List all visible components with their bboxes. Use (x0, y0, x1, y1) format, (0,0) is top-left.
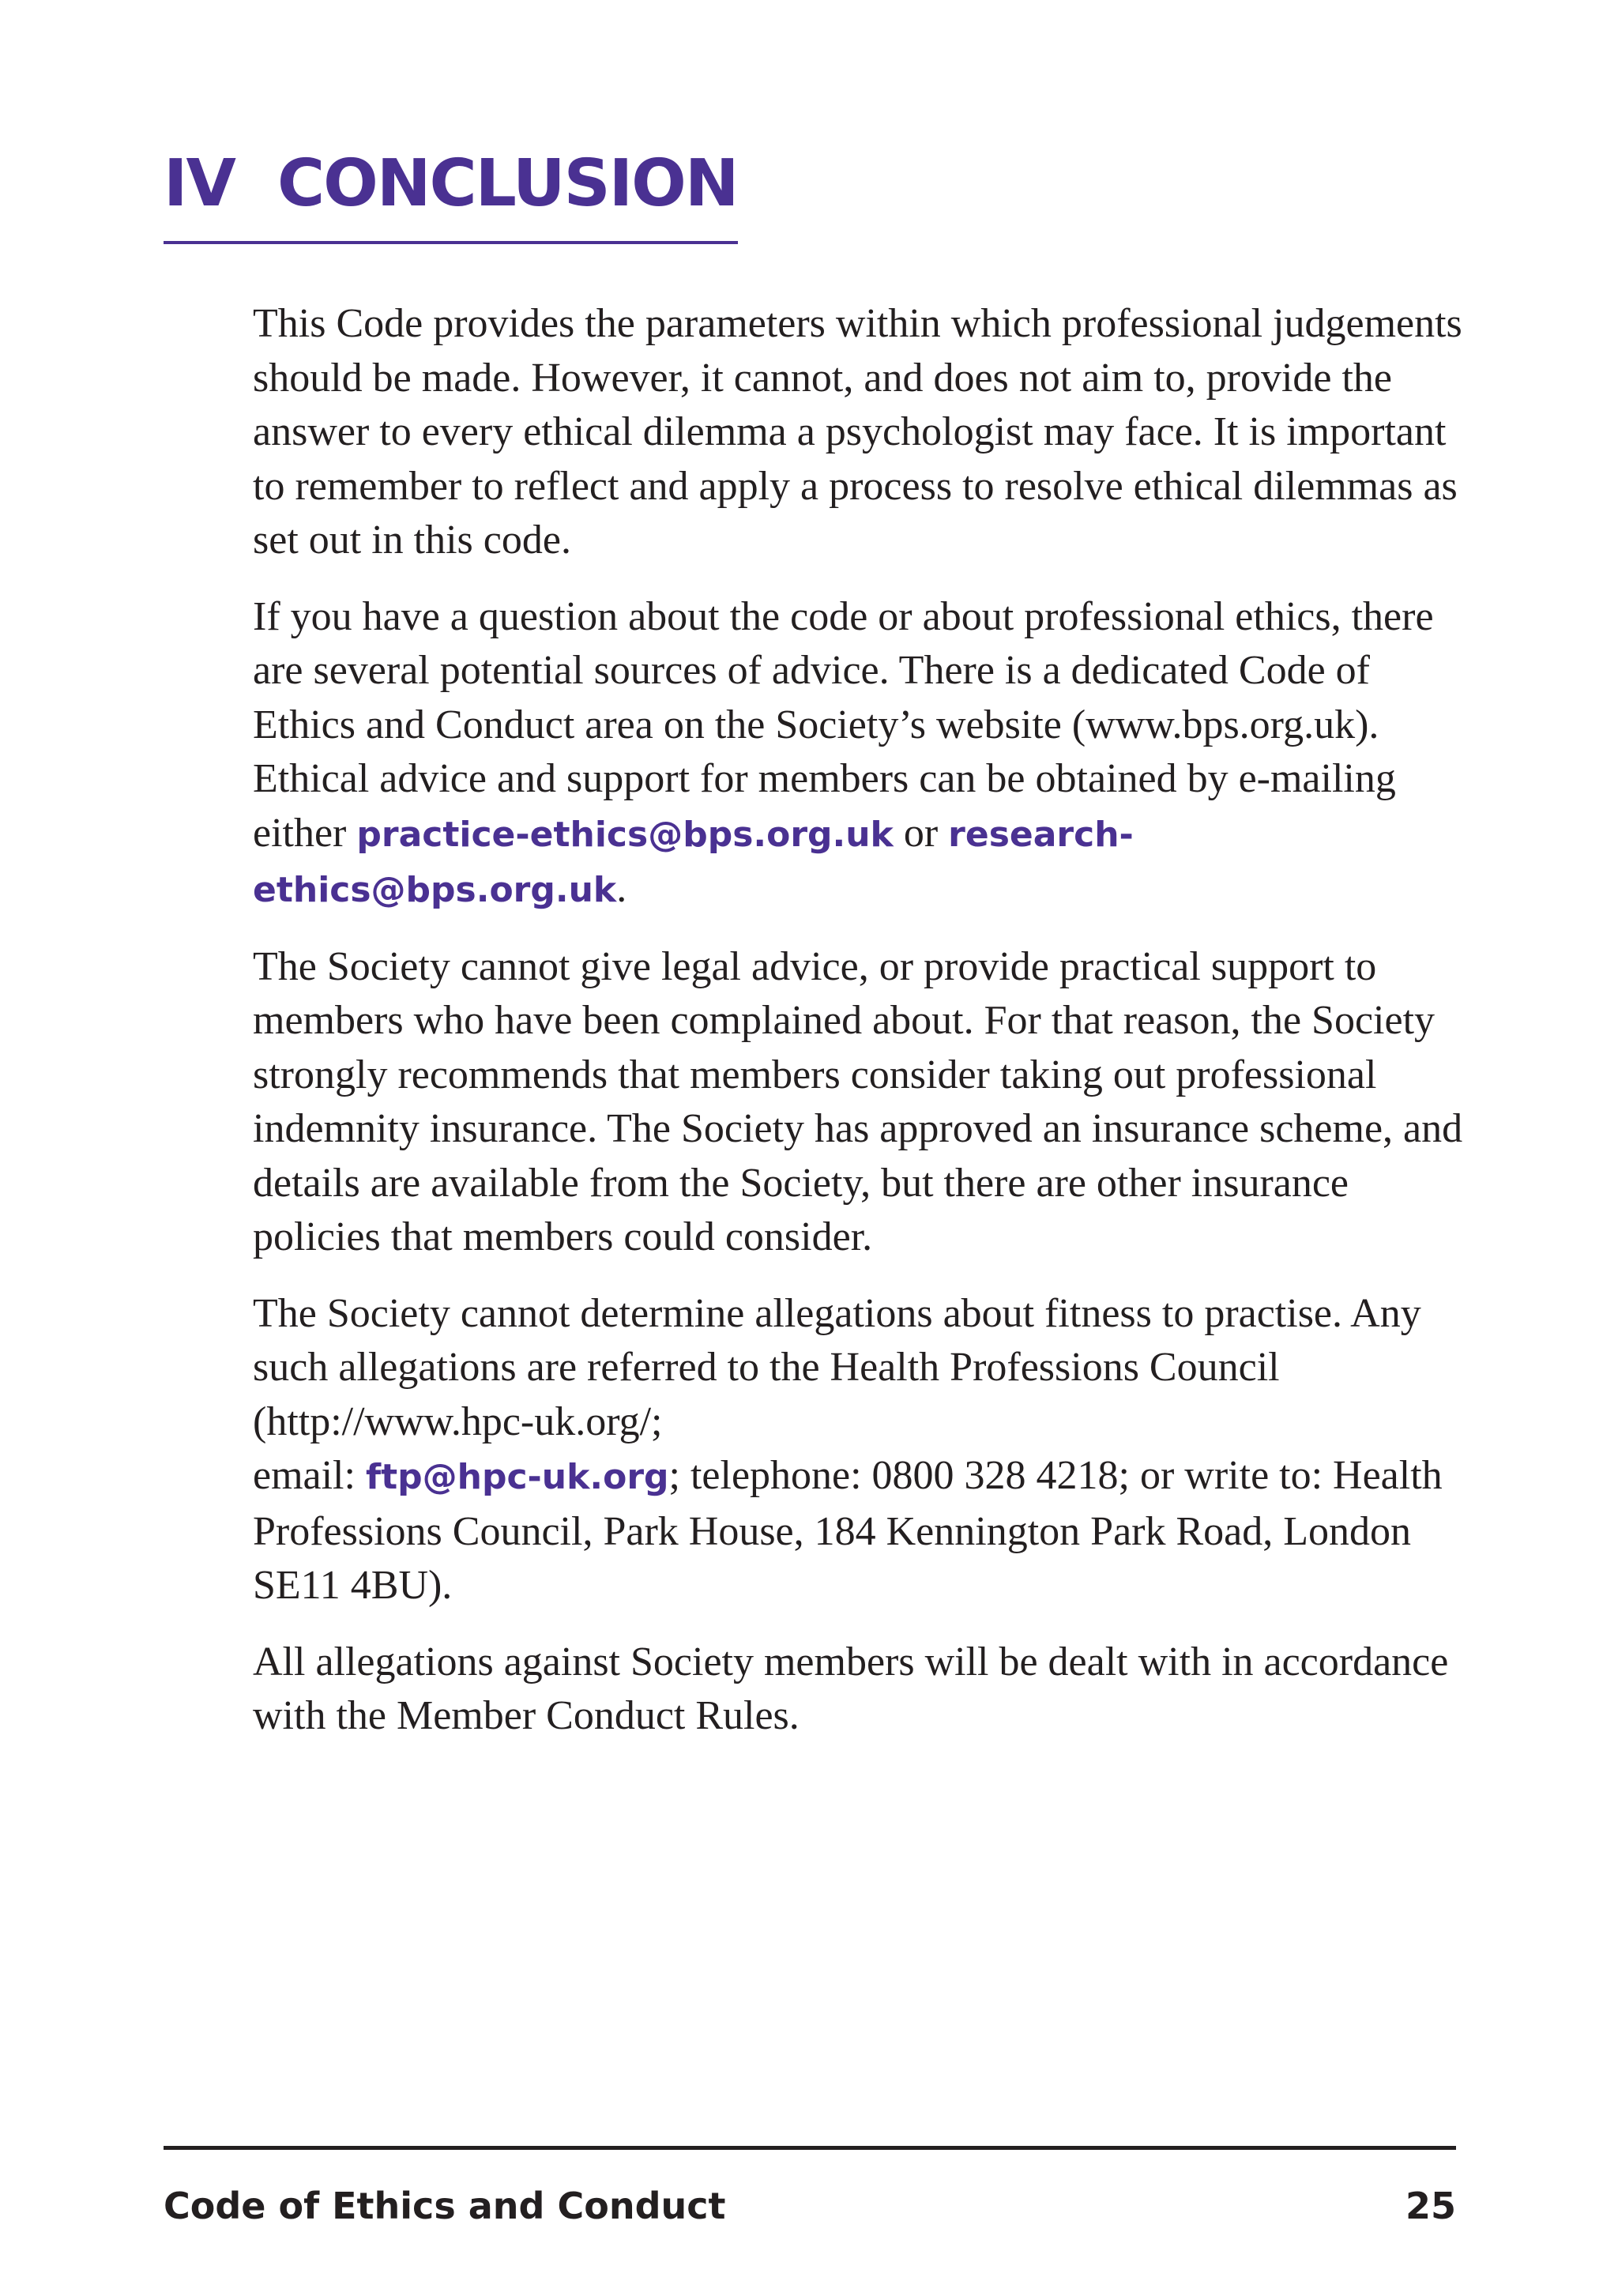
paragraph-fitness-email-label: email: (253, 1453, 366, 1498)
section-heading (164, 145, 738, 244)
research-ethics-email-link[interactable]: research-ethics@bps.org.uk (253, 814, 1134, 910)
section-title: CONCLUSION (277, 145, 738, 221)
paragraph-fitness-text: The Society cannot determine allegations about fitness to practise. Any such allegations are referred to the Health Professions Council (http://www.hpc-uk.org/; (253, 1290, 1421, 1444)
section-numeral: IV (164, 145, 235, 221)
footer-divider (164, 2146, 1456, 2150)
paragraph-advice-period: . (616, 866, 627, 911)
paragraph-advice-or: or (893, 810, 949, 856)
paragraph-member-conduct: All allegations against Society members will be dealt with in accordance with the Member Conduct Rules. (253, 1639, 1449, 1738)
paragraph-scope: This Code provides the parameters within which professional judgements should be made. However, it cannot, and does not aim to, provide the answer to every ethical dilemma a psychologist may face. It is important to remember to reflect and apply a process to resolve ethical dilemmas as set out in this code. (253, 301, 1462, 563)
paragraph-advice-text: If you have a question about the code or about professional ethics, there are several potential sources of advice. There is a dedicated Code of Ethics and Conduct area on the Society’s website (www.bps.org.uk). Ethical advice and support for members can be obtained by e-mailing either (253, 593, 1434, 856)
paragraph-legal-advice: The Society cannot give legal advice, or provide practical support to members who have been complained about. For that reason, the Society strongly recommends that members consider taking out professional indemnity insurance. The Society has approved an insurance scheme, and details are available from the Society, but there are other insurance policies that members could consider. (253, 943, 1463, 1259)
footer-title: Code of Ethics and Conduct (164, 2185, 726, 2227)
practice-ethics-email-link[interactable]: practice-ethics@bps.org.uk (356, 814, 894, 855)
hpc-email-link[interactable]: ftp@hpc-uk.org (365, 1457, 669, 1497)
paragraph-advice-sources (253, 590, 1477, 918)
paragraph-fitness-to-practise (253, 1287, 1477, 1613)
paragraph-fitness-contact: ; telephone: 0800 328 4218; or write to: Health Professions Council, Park House, 184 Kennington Park Road, London SE11 4BU). (253, 1453, 1443, 1608)
body-text (253, 297, 1477, 1766)
page-number: 25 (1405, 2185, 1456, 2227)
